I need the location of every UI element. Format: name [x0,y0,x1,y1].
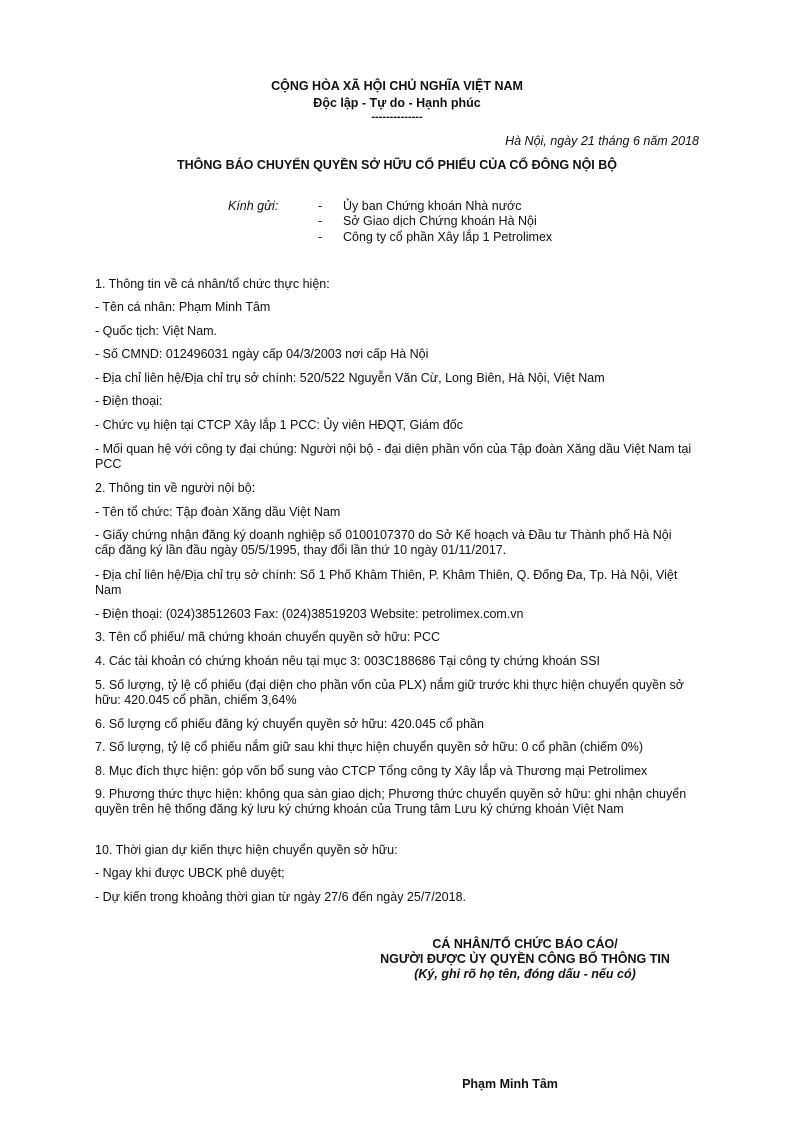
nation-heading: CỘNG HÒA XÃ HỘI CHỦ NGHĨA VIỆT NAM [271,79,523,93]
section-heading: 8. Mục đích thực hiện: góp vốn bổ sung vào CTCP Tổng công ty Xây lắp và Thương mại Petrolimex [95,764,648,778]
info-line: - Điện thoại: (024)38512603 Fax: (024)38519203 Website: petrolimex.com.vn [95,607,524,621]
section-heading: 9. Phương thức thực hiện: không qua sàn giao dịch; Phương thức chuyển quyền sở hữu: ghi nhận chuyển quyền trên hệ thống đăng ký lưu ký chứng khoán của Trung tâm Lưu ký chứng khoán Việt Nam [95,787,687,816]
document-title: THÔNG BÁO CHUYỂN QUYỀN SỞ HỮU CỔ PHIẾU CỦA CỔ ĐÔNG NỘI BỘ [176,158,618,172]
info-line: - Chức vụ hiện tại CTCP Xây lắp 1 PCC: Ủy viên HĐQT, Giám đốc [95,418,463,432]
info-line: - Số CMND: 012496031 ngày cấp 04/3/2003 nơi cấp Hà Nội [95,347,429,361]
section-heading: 1. Thông tin về cá nhân/tổ chức thực hiện: [95,277,330,291]
recipient-dash: - [318,199,323,213]
section-heading: 3. Tên cổ phiếu/ mã chứng khoán chuyển quyền sở hữu: PCC [95,630,441,644]
header-rule: -------------- [371,111,423,123]
info-line: - Quốc tịch: Việt Nam. [95,324,218,338]
info-line: - Tên cá nhân: Phạm Minh Tâm [95,300,271,314]
section-heading: 2. Thông tin về người nội bộ: [95,481,256,495]
info-line: - Địa chỉ liên hệ/Địa chỉ trụ sở chính: Số 1 Phố Khâm Thiên, P. Khâm Thiên, Q. Đống Đa, Tp. Hà Nội, Việt Nam [95,568,678,597]
date-line: Hà Nội, ngày 21 tháng 6 năm 2018 [505,134,699,148]
info-line: - Ngay khi được UBCK phê duyệt; [95,866,285,880]
signer-name: Phạm Minh Tâm [462,1077,558,1091]
recipient-item: Ủy ban Chứng khoán Nhà nước [343,199,522,213]
recipient-dash: - [318,230,323,244]
info-line: - Điện thoại: [95,394,163,408]
section-heading: 7. Số lượng, tỷ lệ cổ phiếu nắm giữ sau khi thực hiện chuyển quyền sở hữu: 0 cổ phần (chiếm 0%) [95,740,644,754]
signature-note: (Ký, ghi rõ họ tên, đóng dấu - nếu có) [414,967,636,981]
signature-role-line1: CÁ NHÂN/TỔ CHỨC BÁO CÁO/ [432,937,618,951]
section-heading: 5. Số lượng, tỷ lệ cổ phiếu (đại diện cho phần vốn của PLX) nắm giữ trước khi thực hiện chuyển quyền sở hữu: 420.045 cổ phần, chiếm 3,64% [95,678,684,707]
recipient-dash: - [318,214,323,228]
section-heading: 10. Thời gian dự kiến thực hiện chuyển quyền sở hữu: [95,843,398,857]
info-line: - Địa chỉ liên hệ/Địa chỉ trụ sở chính: 520/522 Nguyễn Văn Cừ, Long Biên, Hà Nội, Việt Nam [95,371,605,385]
signature-role-line2: NGƯỜI ĐƯỢC ỦY QUYỀN CÔNG BỐ THÔNG TIN [380,952,670,966]
recipient-item: Công ty cổ phần Xây lắp 1 Petrolimex [343,230,553,244]
recipients-label: Kính gửi: [228,199,279,213]
motto: Độc lập - Tự do - Hạnh phúc [313,96,481,110]
section-heading: 4. Các tài khoản có chứng khoán nêu tại mục 3: 003C188686 Tại công ty chứng khoán SSI [95,654,601,668]
recipient-item: Sở Giao dịch Chứng khoán Hà Nội [343,214,537,228]
info-line: - Mối quan hệ với công ty đại chúng: Người nội bộ - đại diện phần vốn của Tập đoàn Xăng dầu Việt Nam tại PCC [95,442,692,471]
section-heading: 6. Số lượng cổ phiếu đăng ký chuyển quyền sở hữu: 420.045 cổ phần [95,717,484,731]
info-line: - Dự kiến trong khoảng thời gian từ ngày 27/6 đến ngày 25/7/2018. [95,890,467,904]
info-line: - Giấy chứng nhận đăng ký doanh nghiệp số 0100107370 do Sở Kế hoạch và Đầu tư Thành phố Hà Nội cấp đăng ký lần đầu ngày 05/5/1995, thay đổi lần thứ 10 ngày 01/11/2017. [95,528,672,557]
info-line: - Tên tổ chức: Tập đoàn Xăng dầu Việt Nam [95,505,341,519]
